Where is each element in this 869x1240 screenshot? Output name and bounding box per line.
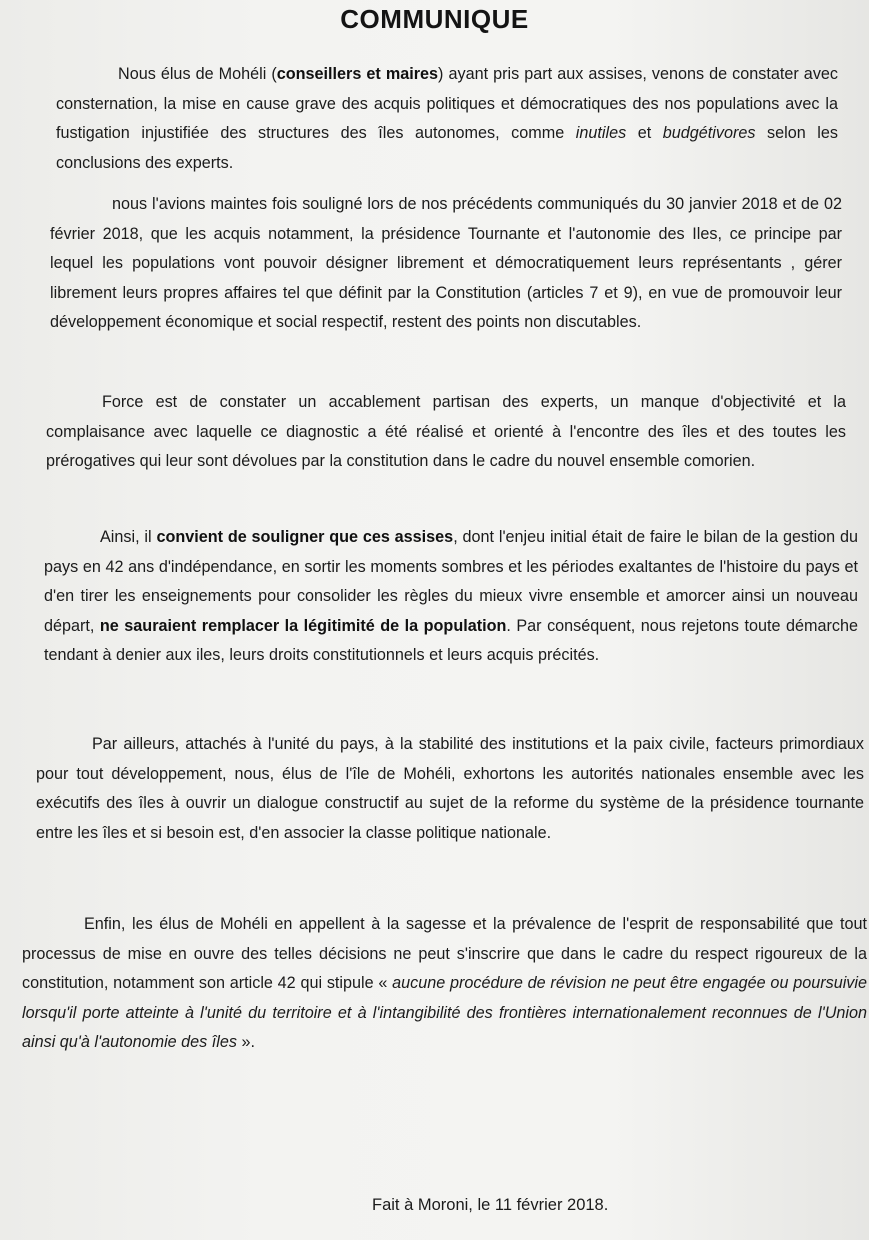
text-run: Force est de constater un accablement partisan des experts, un manque d'objectivité et la complaisance avec laquelle ce diagnostic a été réalisé et orienté à l'encontre des îles et des toutes les prérogatives qui leur sont dévolues par la constitution dans le cadre du nouvel ensemble comorien. <box>46 393 846 471</box>
paragraph-5 <box>36 730 864 848</box>
text-run: ». <box>236 1033 255 1052</box>
text-run: Ainsi, il <box>100 528 157 546</box>
text-run-bold: ne sauraient remplacer la légitimité de la population <box>99 616 507 635</box>
text-run: nous l'avions maintes fois souligné lors de nos précédents communiqués du 30 janvier 2018 et de 02 février 2018, que les acquis notamment, la présidence Tournante et l'autonomie des Iles, ce principe par lequel les populations vont pouvoir désigner librement et démocratiquement leurs représentants , gérer librement leurs propres affaires tel que définit par la Constitution (articles 7 et 9), en vue de promouvoir leur développement économique et social respectif, restent des points non discutables. <box>50 195 842 332</box>
text-run: ) ayant pris part aux assises, venons de constater avec consternation, la mise en cause grave des acquis politiques et démocratiques des nos populations avec la fustigation injustifiée des structures des îles autonomes, comme <box>56 65 839 143</box>
text-run: , dont l'enjeu initial était de faire le bilan de la gestion du pays en 42 ans d'indépendance, en sortir les moments sombres et les périodes exaltantes de l'histoire du pays et d'en tirer les enseignements pour consolider les règles du mieux vivre ensemble et amorcer ainsi un nouveau départ, <box>44 528 858 635</box>
text-run: et <box>626 124 663 143</box>
text-run-italic: inutiles <box>575 124 627 143</box>
text-run: selon les conclusions des experts. <box>56 124 838 172</box>
text-run-bold: convient de souligner que ces assises <box>156 528 454 546</box>
paragraph-3 <box>46 388 846 477</box>
paragraph-4 <box>44 523 858 671</box>
paragraph-1 <box>56 60 838 178</box>
document-title: COMMUNIQUE <box>340 4 529 34</box>
text-run-italic: aucune procédure de révision ne peut être engagée ou poursuivie lorsqu'il porte atteinte à l'unité du territoire et à l'intangibilité des frontières internationalement reconnues de l'Union ainsi qu'à l'autonomie des îles <box>22 974 867 1052</box>
paragraph-2 <box>50 190 842 338</box>
text-run-bold: conseillers et maires <box>276 65 439 83</box>
paragraph-6 <box>22 910 867 1058</box>
text-run: Enfin, les élus de Mohéli en appellent à la sagesse et la prévalence de l'esprit de responsabilité que tout processus de mise en ouvre des telles décisions ne peut s'inscrire que dans le cadre du respect rigoureux de la constitution, notamment son article 42 qui stipule « <box>22 915 867 993</box>
text-run-italic: budgétivores <box>662 124 756 143</box>
text-run: . Par conséquent, nous rejetons toute démarche tendant à denier aux iles, leurs droits constitutionnels et leurs acquis précités. <box>44 616 858 665</box>
text-run: Par ailleurs, attachés à l'unité du pays, à la stabilité des institutions et la paix civile, facteurs primordiaux pour tout développement, nous, élus de l'île de Mohéli, exhortons les autorités nationales ensemble avec les exécutifs des îles à ouvrir un dialogue constructif au sujet de la reforme du système de la présidence tournante entre les îles et si besoin est, d'en associer la classe politique nationale. <box>36 735 864 842</box>
text-run: Nous élus de Mohéli ( <box>118 65 277 83</box>
signature-line: Fait à Moroni, le 11 février 2018. <box>372 1196 609 1214</box>
